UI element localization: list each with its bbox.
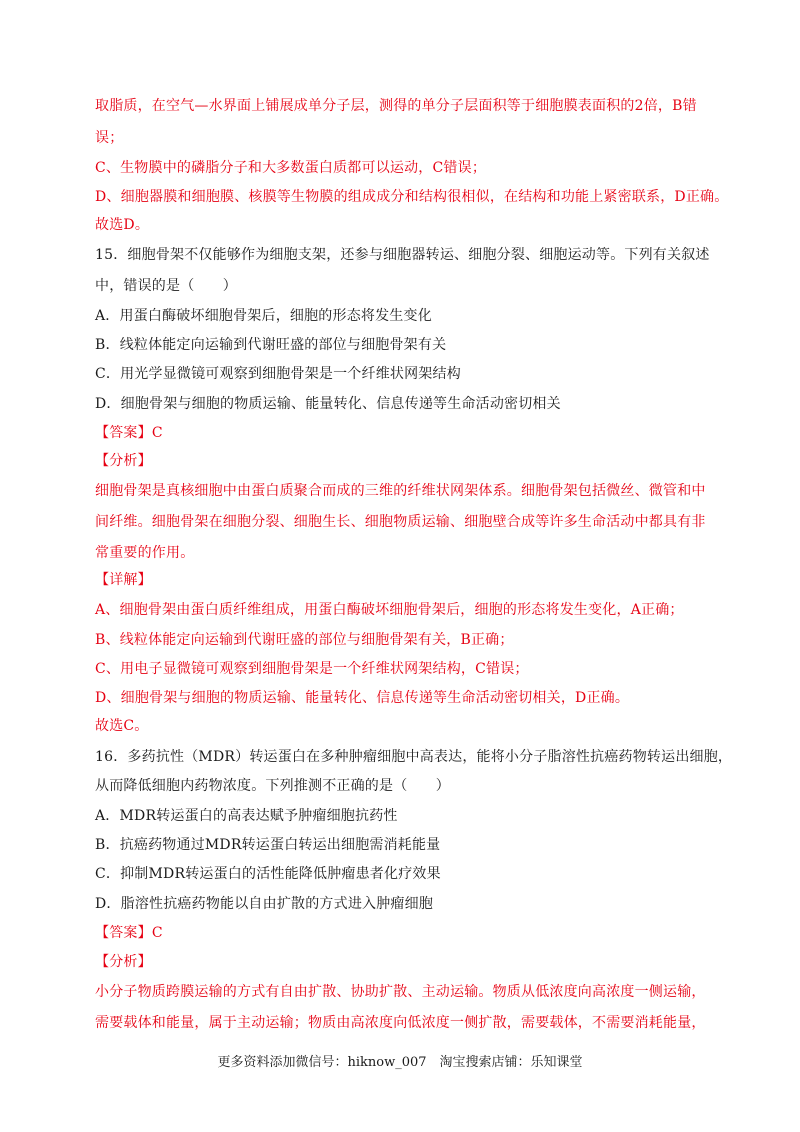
question-stem: 从而降低细胞内药物浓度。下列推测不正确的是（ ） (95, 778, 450, 794)
explanation-line: D、细胞器膜和细胞膜、核膜等生物膜的组成成分和结构很相似，在结构和功能上紧密联系，D正确。 (95, 189, 729, 205)
answer-tag: 【答案】 (95, 425, 152, 441)
option-b: B．抗癌药物通过MDR转运蛋白转运出细胞需消耗能量 (95, 837, 441, 853)
analysis-line: 细胞骨架是真核细胞中由蛋白质聚合而成的三维的纤维状网架体系。细胞骨架包括微丝、微管和中 (95, 483, 706, 499)
detail-line: C、用电子显微镜可观察到细胞骨架是一个纤维状网架结构，C错误； (95, 661, 529, 677)
answer-value: C (151, 925, 163, 941)
option-c: C．抑制MDR转运蛋白的活性能降低肿瘤患者化疗效果 (95, 866, 441, 882)
conclusion: 故选D。 (95, 217, 150, 233)
page-footer: 更多资料添加微信号：hiknow_007 淘宝搜索店铺：乐知课堂 (217, 1055, 583, 1070)
explanation-line: C、生物膜中的磷脂分子和大多数蛋白质都可以运动，C错误； (95, 160, 487, 176)
question-stem: 15．细胞骨架不仅能够作为细胞支架，还参与细胞器转运、细胞分裂、细胞运动等。下列有关叙述 (95, 247, 710, 263)
option-d: D．细胞骨架与细胞的物质运输、能量转化、信息传递等生命活动密切相关 (95, 396, 561, 412)
analysis-tag: 【分析】 (95, 453, 152, 469)
answer-value: C (151, 425, 163, 441)
analysis-line: 间纤维。细胞骨架在细胞分裂、细胞生长、细胞物质运输、细胞壁合成等许多生命活动中都具有非 (95, 514, 706, 530)
detail-line: B、线粒体能定向运输到代谢旺盛的部位与细胞骨架有关，B正确； (95, 632, 514, 648)
option-d: D．脂溶性抗癌药物能以自由扩散的方式进入肿瘤细胞 (95, 896, 434, 912)
answer-line (95, 423, 163, 443)
detail-line: A、细胞骨架由蛋白质纤维组成，用蛋白酶破坏细胞骨架后，细胞的形态将发生变化，A正确； (95, 602, 684, 618)
option-a: A．MDR转运蛋白的高表达赋予肿瘤细胞抗药性 (95, 808, 398, 824)
conclusion: 故选C。 (95, 718, 149, 734)
answer-tag: 【答案】 (95, 925, 152, 941)
analysis-line: 常重要的作用。 (95, 545, 195, 561)
question-stem: 中，错误的是（ ） (95, 278, 237, 294)
analysis-tag: 【分析】 (95, 954, 152, 970)
explanation-line: 取脂质，在空气—水界面上铺展成单分子层，测得的单分子层面积等于细胞膜表面积的2倍，B错 (95, 98, 697, 114)
detail-tag: 【详解】 (95, 572, 152, 588)
analysis-line: 小分子物质跨膜运输的方式有自由扩散、协助扩散、主动运输。物质从低浓度向高浓度一侧运输， (95, 984, 706, 1000)
option-b: B．线粒体能定向运输到代谢旺盛的部位与细胞骨架有关 (95, 337, 447, 353)
detail-line: D、细胞骨架与细胞的物质运输、能量转化、信息传递等生命活动密切相关，D正确。 (95, 690, 630, 706)
answer-line (95, 923, 163, 943)
explanation-line: 误； (95, 130, 124, 146)
option-a: A．用蛋白酶破坏细胞骨架后，细胞的形态将发生变化 (95, 308, 432, 324)
option-c: C．用光学显微镜可观察到细胞骨架是一个纤维状网架结构 (95, 366, 461, 382)
analysis-line: 需要载体和能量，属于主动运输；物质由高浓度向低浓度一侧扩散，需要载体，不需要消耗能量， (95, 1015, 706, 1031)
question-stem: 16．多药抗性（MDR）转运蛋白在多种肿瘤细胞中高表达，能将小分子脂溶性抗癌药物转运出细胞， (95, 749, 733, 765)
